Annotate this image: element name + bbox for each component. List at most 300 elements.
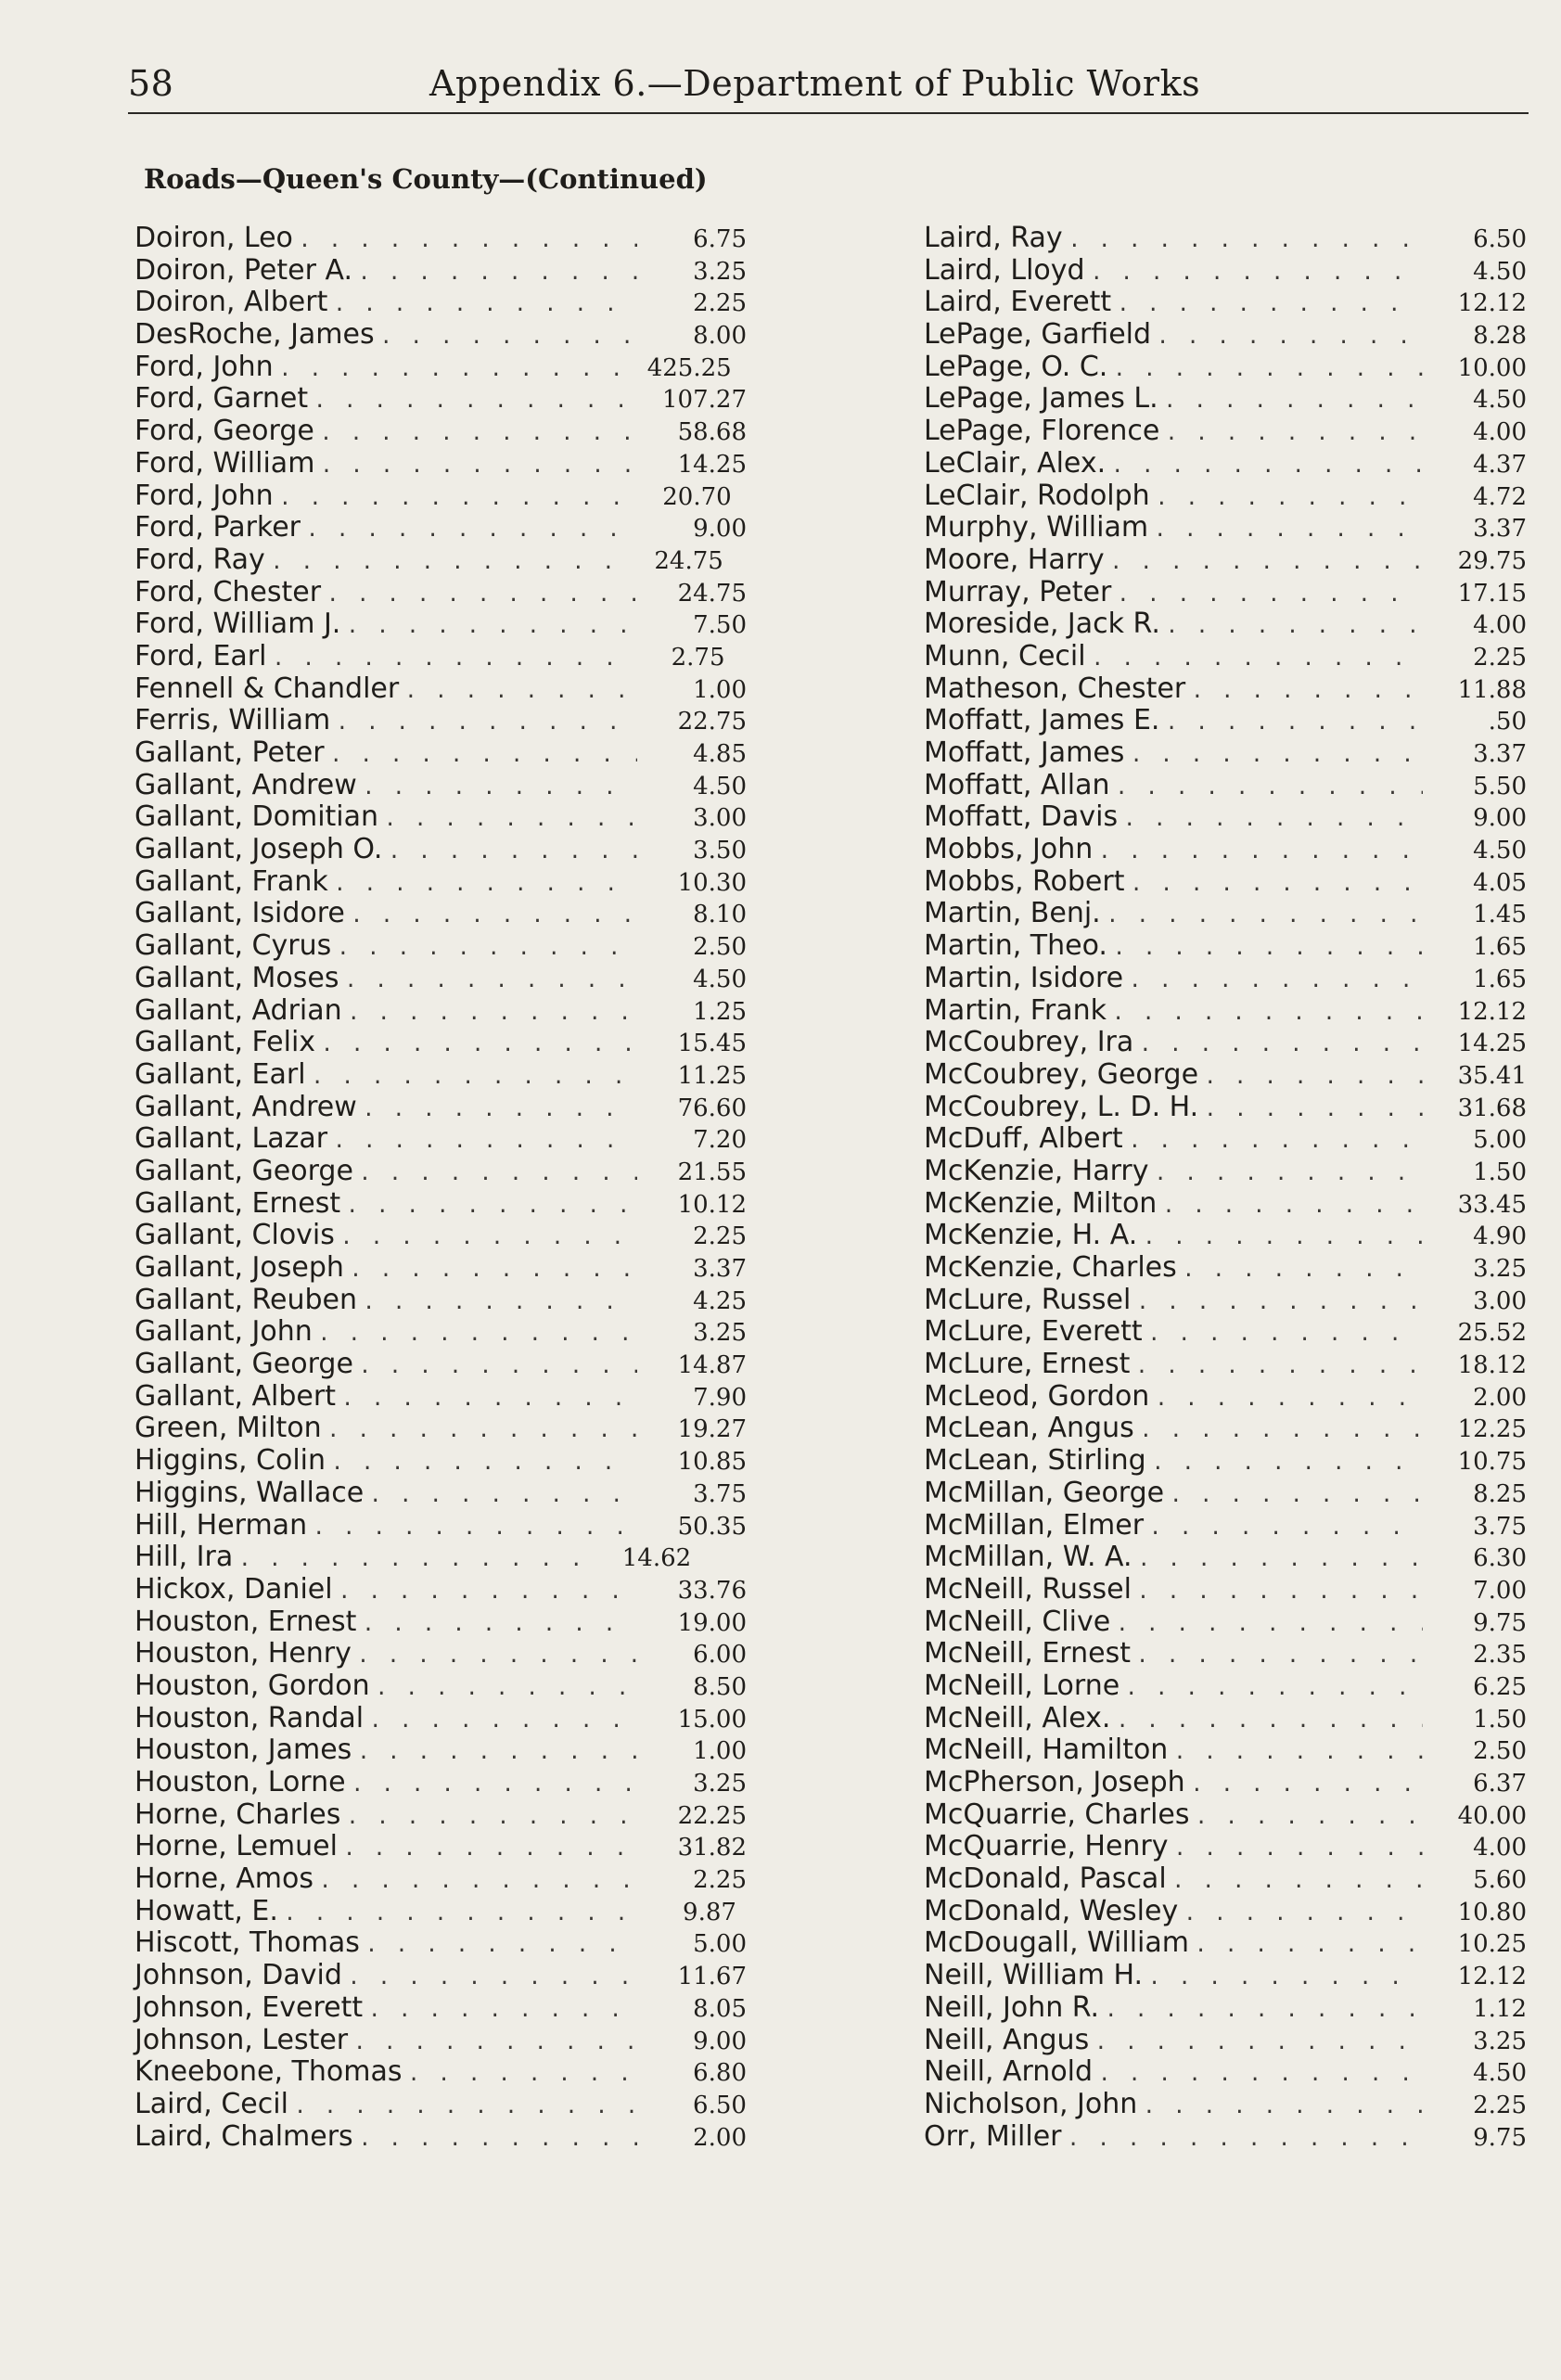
payee-name: Moore, Harry [924,543,1105,576]
payee-name: McQuarrie, Charles [924,1798,1190,1831]
payee-name: McMillan, George [924,1476,1165,1509]
dot-leader [404,676,637,709]
payment-amount: 4.00 [1473,611,1527,640]
payee-name: LePage, Florence [924,415,1160,448]
payment-amount: 1.45 [1473,901,1527,929]
payee-name: Gallant, Earl [134,1057,306,1091]
payment-amount: 4.50 [693,965,747,993]
list-item [924,577,1527,609]
payment-amount: 31.68 [1457,1094,1527,1122]
payee-name: McDonald, Wesley [924,1894,1179,1927]
list-item [924,1413,1527,1445]
dot-leader [1107,901,1423,933]
dot-leader [1166,611,1423,644]
dot-leader [326,580,637,612]
dot-leader [1165,418,1423,451]
payee-name: McLean, Angus [924,1412,1134,1445]
list-item [134,1960,747,1992]
dot-leader [1068,225,1423,258]
payment-amount: 4.00 [1473,1834,1527,1862]
payment-amount: 3.37 [1473,740,1527,768]
dot-leader [1113,933,1423,966]
payee-name: Martin, Theo. [924,929,1107,963]
list-item [924,1767,1527,1799]
payment-amount: 8.50 [693,1672,747,1701]
payment-amount: 24.75 [654,546,723,575]
dot-leader [1143,2092,1423,2124]
payment-amount: 4.37 [1473,450,1527,479]
list-item [924,1992,1527,2025]
payment-amount: 10.00 [1457,353,1527,382]
list-item [924,1059,1527,1092]
payee-name: Doiron, Leo [134,222,293,254]
dot-leader [346,611,637,644]
list-item [134,1734,747,1767]
payee-name: Houston, Lorne [134,1766,346,1798]
list-item [134,512,747,544]
payee-name: Ford, Ray [134,543,265,576]
payee-name: LePage, O. C. [924,350,1108,383]
list-item [134,1252,747,1285]
dot-leader [238,1544,582,1577]
dot-leader [348,998,637,1030]
list-item [924,1799,1527,1832]
payee-name: Johnson, Lester [134,2023,349,2056]
payee-name: Doiron, Albert [134,286,328,319]
list-item [134,1831,747,1863]
payee-name: Laird, Everett [924,286,1112,319]
list-item [924,737,1527,770]
list-item [134,2121,747,2154]
payee-name: Gallant, Andrew [134,1090,357,1123]
payment-amount: 4.50 [1473,257,1527,286]
dot-leader [1183,1255,1423,1287]
list-item [924,1156,1527,1188]
list-item [134,866,747,899]
list-item [924,1960,1527,1992]
payment-amount: 29.75 [1457,546,1527,575]
list-item [134,1413,747,1445]
dot-leader [1162,1191,1423,1223]
dot-leader [327,1415,637,1448]
list-item [134,319,747,352]
payment-amount: 8.05 [693,1994,747,2023]
payment-amount: 8.28 [1473,322,1527,351]
dot-leader [1117,289,1423,322]
payee-name: Orr, Miller [924,2119,1062,2153]
payee-name: Gallant, George [134,1154,353,1187]
list-item [924,1188,1527,1221]
dot-leader [318,1319,637,1351]
list-item [924,416,1527,448]
payee-name: Laird, Lloyd [924,253,1085,287]
list-item [134,1059,747,1092]
dot-leader [357,1737,637,1770]
payment-amount: 4.72 [1473,482,1527,511]
dot-leader [319,1866,637,1899]
list-item [134,737,747,770]
list-item [924,673,1527,706]
dot-leader [350,1255,637,1287]
payment-amount: 12.25 [1457,1415,1527,1444]
payee-name: Ford, Chester [134,575,322,608]
dot-leader [363,1287,637,1320]
list-item [924,223,1527,255]
payment-amount: 24.75 [677,579,747,608]
list-item [134,1349,747,1381]
list-item [134,1863,747,1896]
dot-leader [1140,1415,1423,1448]
dot-leader [1154,515,1423,547]
list-item [924,1606,1527,1639]
dot-leader [388,837,637,869]
payee-name: McNeill, Hamilton [924,1734,1169,1767]
list-item [134,1220,747,1252]
dot-leader [363,773,637,805]
dot-leader [1154,1158,1423,1191]
payment-amount: 2.50 [693,933,747,962]
payee-name: Neill, William H. [924,1959,1144,1992]
payment-amount: 33.76 [677,1576,747,1605]
payee-name: Ford, George [134,415,314,448]
dot-leader [272,644,615,676]
list-item [134,641,747,673]
payment-amount: 7.00 [1473,1576,1527,1605]
list-item [134,1670,747,1703]
payment-amount: 7.50 [693,611,747,640]
payment-amount: 40.00 [1457,1801,1527,1830]
payee-name: McNeill, Alex. [924,1701,1111,1734]
list-item [134,1767,747,1799]
payee-name: Gallant, Reuben [134,1283,358,1316]
dot-leader [1139,1030,1423,1062]
payee-name: Moffatt, Allan [924,768,1110,801]
dot-leader [1191,676,1423,709]
dot-leader [1094,2028,1423,2060]
payment-amount: 2.50 [1473,1737,1527,1766]
dot-leader [337,933,637,966]
payee-name: McNeill, Lorne [924,1669,1120,1702]
dot-leader [1091,258,1423,290]
payee-name: LeClair, Rodolph [924,479,1150,512]
list-item [924,383,1527,416]
dot-leader [348,1963,637,1995]
payee-name: McMillan, W. A. [924,1541,1132,1574]
payee-name: Murphy, William [924,511,1149,544]
dot-leader [312,1062,637,1094]
payment-amount: 12.12 [1457,997,1527,1026]
dot-leader [380,322,637,354]
dot-leader [362,1609,637,1642]
dot-leader [1148,1963,1423,1995]
payment-amount: 4.05 [1473,868,1527,897]
payment-amount: 5.60 [1473,1866,1527,1895]
dot-leader [313,386,637,418]
payment-amount: 9.00 [693,515,747,544]
payment-amount: 3.25 [693,257,747,286]
dot-leader [1172,1866,1423,1899]
payee-name: Gallant, Joseph [134,1251,344,1284]
list-item [134,1092,747,1124]
payment-amount: 6.30 [1473,1544,1527,1573]
payment-amount: 7.90 [693,1383,747,1412]
dot-leader [368,1995,637,2028]
payment-amount: 4.90 [1473,1222,1527,1251]
list-item [134,673,747,706]
dot-leader [358,258,637,290]
list-item [134,448,747,480]
payee-name: McCoubrey, Ira [924,1026,1134,1059]
dot-leader [1115,773,1423,805]
payee-name: Gallant, John [134,1315,313,1349]
payment-amount: 6.37 [1473,1770,1527,1798]
payment-amount: 15.45 [677,1030,747,1058]
dot-leader [353,2028,637,2060]
payment-amount: .50 [1488,708,1527,736]
payee-name: Mobbs, John [924,833,1094,866]
list-item [924,1703,1527,1735]
dot-leader [346,1802,637,1835]
list-item [134,255,747,288]
payment-amount: 425.25 [646,353,732,382]
payment-amount: 3.37 [693,1255,747,1283]
payment-amount: 2.25 [693,1222,747,1251]
list-item [924,255,1527,288]
dot-leader [1196,1802,1424,1835]
list-item [924,352,1527,384]
dot-leader [359,2124,637,2156]
dot-leader [340,1222,637,1255]
payee-name: Gallant, Ernest [134,1186,341,1220]
list-item [924,1252,1527,1285]
dot-leader [333,1126,637,1158]
list-item [924,448,1527,480]
payment-amount: 4.50 [1473,2059,1527,2088]
payment-amount: 3.25 [693,1319,747,1348]
list-item [924,2056,1527,2089]
payee-name: Gallant, Domitian [134,800,379,834]
dot-leader [1130,869,1423,902]
list-item [134,1927,747,1960]
list-item [134,1123,747,1156]
payee-name: McKenzie, Harry [924,1154,1149,1187]
payment-amount: 3.75 [1473,1512,1527,1541]
dot-leader [1129,966,1423,998]
payee-name: Ford, William [134,446,315,480]
dot-leader [1092,644,1423,676]
dot-leader [345,966,638,998]
dot-leader [1098,2059,1423,2092]
list-item [924,1123,1527,1156]
list-item [924,544,1527,577]
dot-leader [1195,1930,1423,1963]
dot-leader [330,740,637,773]
payee-name: Ferris, William [134,704,331,737]
payment-amount: 3.50 [693,837,747,865]
dot-leader [1110,547,1423,580]
right-column-list [924,223,1527,2153]
list-item [134,480,747,513]
list-item [924,512,1527,544]
dot-leader [1136,1287,1423,1320]
dot-leader [1165,708,1423,740]
payment-amount: 3.37 [1473,515,1527,544]
dot-leader [1164,386,1423,418]
list-item [134,1638,747,1670]
list-item [924,1027,1527,1059]
list-item [924,1831,1527,1863]
dot-leader [341,1384,637,1416]
payee-name: McKenzie, Milton [924,1186,1158,1220]
dot-leader [1105,1995,1423,2028]
dot-leader [1125,1673,1423,1706]
list-item [134,1574,747,1606]
dot-leader [1173,1737,1423,1770]
payment-amount: 2.25 [1473,2091,1527,2119]
dot-leader [1116,1706,1423,1738]
list-item [924,2025,1527,2057]
payee-name: McLean, Stirling [924,1444,1146,1478]
payment-amount: 2.00 [693,2123,747,2152]
dot-leader [1174,1834,1423,1866]
payment-amount: 6.25 [1473,1672,1527,1701]
payee-name: Fennell & Chandler [134,672,400,705]
dot-leader [1157,322,1423,354]
payment-amount: 10.85 [677,1448,747,1477]
payee-name: Houston, Henry [134,1637,352,1670]
dot-leader [306,515,637,547]
payment-amount: 9.75 [1473,1608,1527,1637]
payee-name: Ford, Parker [134,511,301,544]
dot-leader [1098,837,1423,869]
dot-leader [1204,1062,1423,1094]
payee-name: Houston, Ernest [134,1605,357,1638]
payment-amount: 1.00 [693,1737,747,1766]
payee-name: Johnson, David [134,1959,342,1992]
dot-leader [359,1158,637,1191]
list-item [134,1799,747,1832]
payment-amount: 3.25 [693,1770,747,1798]
list-item [134,1510,747,1542]
payee-name: Moreside, Jack R. [924,608,1160,641]
payment-amount: 9.00 [1473,804,1527,833]
list-item [924,1349,1527,1381]
dot-leader [294,2092,637,2124]
dot-leader [351,901,637,933]
dot-leader [279,483,622,516]
payment-amount: 6.75 [693,225,747,253]
dot-leader [336,708,637,740]
dot-leader [343,1834,637,1866]
list-item [924,995,1527,1028]
list-item [134,416,747,448]
payment-amount: 1.65 [1473,965,1527,993]
list-item [924,801,1527,834]
payee-name: Gallant, Clovis [134,1219,335,1252]
payment-amount: 6.00 [693,1641,747,1670]
payee-name: Gallant, Joseph O. [134,833,383,866]
list-item [134,801,747,834]
list-item [924,2121,1527,2154]
list-item [924,608,1527,641]
list-item [134,544,747,577]
payee-name: Ford, John [134,350,274,383]
list-item [924,1510,1527,1542]
list-item [924,1896,1527,1928]
payee-name: Moffatt, James E. [924,704,1160,737]
dot-leader [1156,483,1423,516]
payment-amount: 2.00 [1473,1383,1527,1412]
list-item [134,1703,747,1735]
payment-amount: 21.55 [677,1158,747,1186]
payment-amount: 33.45 [1457,1190,1527,1219]
dot-leader [359,1351,637,1384]
payee-name: Ford, William J. [134,608,341,641]
payee-name: Ford, Garnet [134,382,309,416]
list-item [134,287,747,319]
dot-leader [334,869,637,902]
payment-amount: 14.87 [677,1351,747,1380]
payment-amount: 9.00 [693,2027,747,2055]
dot-leader [320,418,637,451]
payee-name: Howatt, E. [134,1894,278,1927]
payment-amount: 11.25 [677,1061,747,1090]
dot-leader [1155,1384,1423,1416]
list-item [924,1542,1527,1574]
list-item [924,1574,1527,1606]
payment-amount: 1.25 [693,997,747,1026]
dot-leader [1138,1544,1423,1577]
payment-amount: 10.80 [1457,1898,1527,1926]
dot-leader [1136,1641,1423,1673]
payee-name: Hiscott, Thomas [134,1926,360,1960]
list-item [924,705,1527,737]
dot-leader [369,1706,637,1738]
header-rule [128,112,1529,114]
dot-leader [365,1930,637,1963]
payment-amount: 6.50 [693,2091,747,2119]
payment-amount: 6.50 [1473,225,1527,253]
dot-leader [1184,1899,1423,1931]
payment-amount: 20.70 [662,482,732,511]
list-item [134,930,747,963]
list-item [924,480,1527,513]
dot-leader [1191,1770,1423,1802]
payment-amount: 11.88 [1457,675,1527,704]
list-item [134,1992,747,2025]
dot-leader [1116,1609,1423,1642]
list-item [134,608,747,641]
list-item [924,1445,1527,1478]
list-item [924,319,1527,352]
list-item [134,963,747,995]
payment-amount: 12.12 [1457,1963,1527,1991]
payee-name: Gallant, Cyrus [134,929,332,963]
payee-name: Gallant, Andrew [134,768,357,801]
dot-leader [1068,2124,1423,2156]
payment-amount: 4.50 [1473,837,1527,865]
list-item [134,1188,747,1221]
payee-name: McCoubrey, L. D. H. [924,1090,1199,1123]
payee-name: Nicholson, John [924,2087,1138,2120]
list-item [134,770,747,802]
payee-name: McPherson, Joseph [924,1766,1185,1798]
payee-name: Houston, Gordon [134,1669,370,1702]
payee-name: McLeod, Gordon [924,1379,1150,1413]
list-item [134,705,747,737]
payee-name: Kneebone, Thomas [134,2055,403,2089]
payee-name: Gallant, Albert [134,1379,336,1413]
